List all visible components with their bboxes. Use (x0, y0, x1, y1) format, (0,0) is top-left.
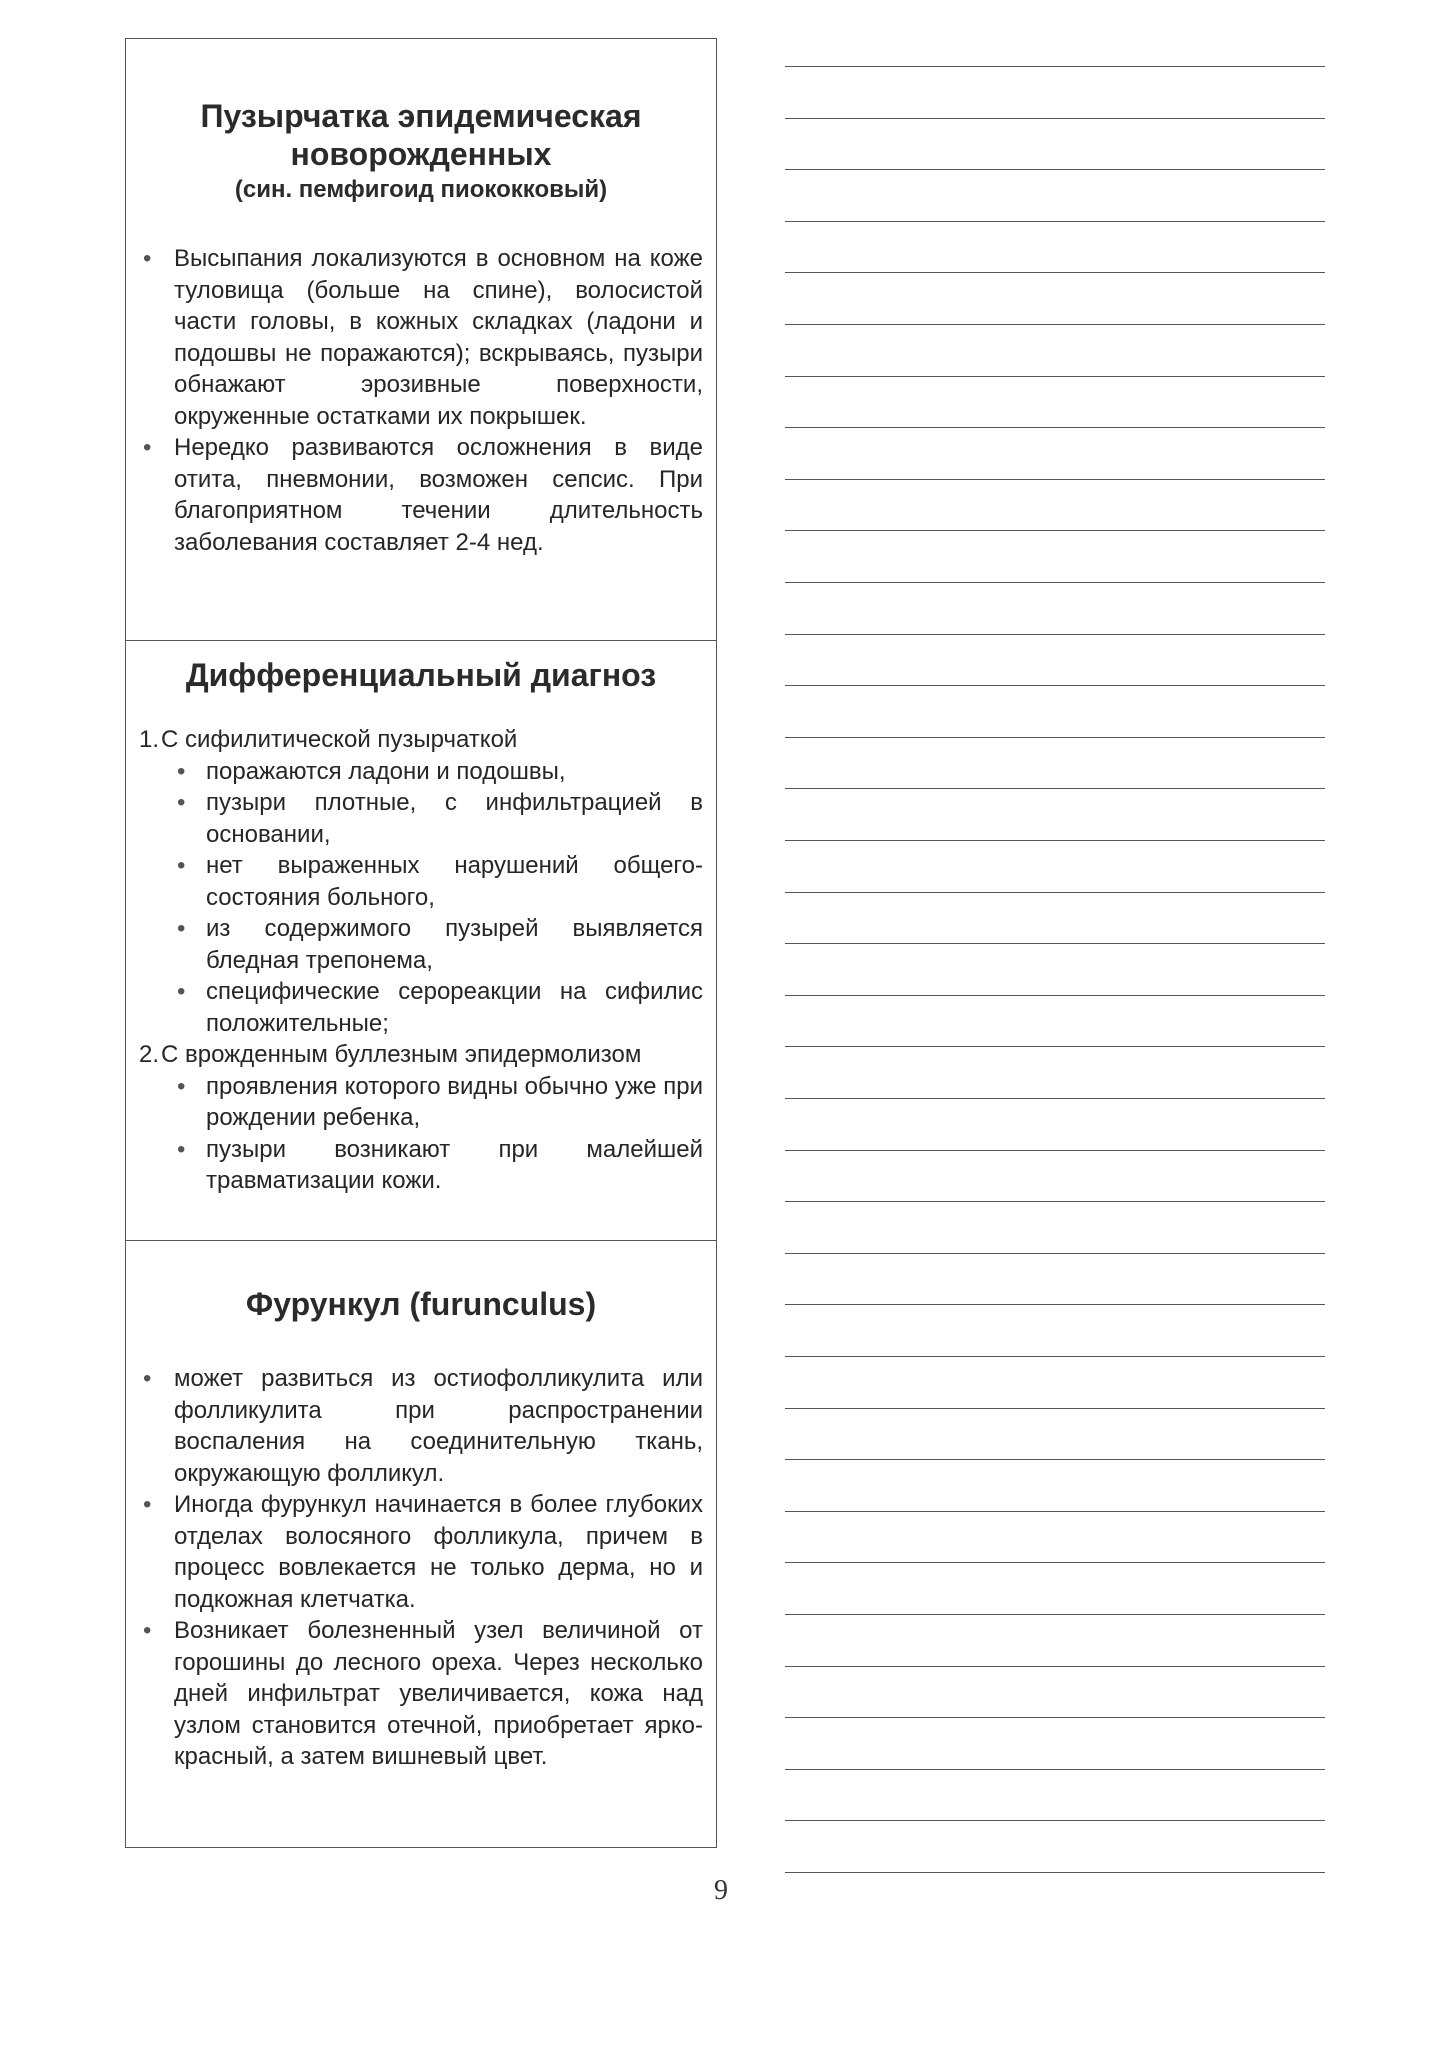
ruled-line (785, 118, 1325, 119)
ruled-line (785, 272, 1325, 273)
ruled-line (785, 1304, 1325, 1305)
ruled-line (785, 169, 1325, 170)
ruled-line (785, 1201, 1325, 1202)
ruled-line (785, 892, 1325, 893)
ruled-line (785, 1666, 1325, 1667)
item-number: 2. (139, 1041, 160, 1068)
bullet-item: • поражаются ладони и подошвы, (161, 756, 703, 788)
bullet-list (139, 1363, 703, 1773)
ruled-line (785, 479, 1325, 480)
ruled-line (785, 1872, 1325, 1873)
ruled-line (785, 324, 1325, 325)
ruled-line (785, 1459, 1325, 1460)
bullet-list (161, 756, 703, 1040)
numbered-list (139, 724, 703, 1197)
ruled-line (785, 840, 1325, 841)
ruled-line (785, 737, 1325, 738)
bullet-item: • пузыри возникают при малейшей травматизации кожи. (161, 1134, 703, 1197)
section-title: Дифференциальный диагноз (185, 657, 657, 693)
ruled-line (785, 1820, 1325, 1821)
ruled-line (785, 1769, 1325, 1770)
numbered-item (139, 724, 703, 1039)
ruled-line (785, 221, 1325, 222)
ruled-line (785, 943, 1325, 944)
ruled-line (785, 1511, 1325, 1512)
text-column (125, 38, 717, 1848)
bullet-item: • Возникает болезненный узел величиной от горошины до лесного ореха. Через несколько дней инфильтрат увеличивается, кожа над узлом становится отечной, приобретает ярко-красный, а затем вишневый цвет. (139, 1615, 703, 1773)
ruled-line (785, 582, 1325, 583)
ruled-line (785, 1150, 1325, 1151)
ruled-line (785, 995, 1325, 996)
ruled-line (785, 427, 1325, 428)
ruled-line (785, 788, 1325, 789)
bullet-list (161, 1071, 703, 1197)
ruled-line (785, 1614, 1325, 1615)
ruled-line (785, 634, 1325, 635)
item-label: С врожденным буллезным эпидермолизом (161, 1041, 642, 1068)
item-number: 1. (139, 726, 160, 753)
section-subtitle: (син. пемфигоид пиококковый) (234, 176, 608, 203)
ruled-line (785, 530, 1325, 531)
ruled-line (785, 1046, 1325, 1047)
bullet-item: • пузыри плотные, с инфильтрацией в основании, (161, 787, 703, 850)
ruled-line (785, 1562, 1325, 1563)
ruled-line (785, 66, 1325, 67)
bullet-item: • проявления которого видны обычно уже при рождении ребенка, (161, 1071, 703, 1134)
bullet-item: • нет выраженных нарушений общего-состояния больного, (161, 850, 703, 913)
bullet-item: • Высыпания локализуются в основном на коже туловища (больше на спине), волосистой части головы, в кожных складках (ладони и подошвы не поражаются); вскрываясь, пузыри обнажают эрозивные поверхности, окруженные остатками их покрышек. (139, 243, 703, 432)
ruled-line (785, 1253, 1325, 1254)
numbered-item (139, 1039, 703, 1197)
bullet-item: • Нередко развиваются осложнения в виде отита, пневмонии, возможен сепсис. При благоприятном течении длительность заболевания составляет 2-4 нед. (139, 432, 703, 558)
section-furunculus (126, 1241, 716, 1847)
ruled-line (785, 1408, 1325, 1409)
section-title: Пузырчатка эпидемическая новорожденных (200, 98, 642, 172)
ruled-line (785, 1717, 1325, 1718)
ruled-line (785, 1098, 1325, 1099)
bullet-item: • Иногда фурункул начинается в более глубоких отделах волосяного фолликула, причем в процесс вовлекается не только дерма, но и подкожная клетчатка. (139, 1489, 703, 1615)
page-number: 9 (714, 1875, 728, 1906)
ruled-line (785, 376, 1325, 377)
bullet-item: • специфические серореакции на сифилис положительные; (161, 976, 703, 1039)
bullet-list (139, 243, 703, 558)
ruled-line (785, 685, 1325, 686)
item-label: С сифилитической пузырчаткой (161, 726, 518, 753)
ruled-line (785, 1356, 1325, 1357)
section-title: Фурункул (furunculus) (245, 1286, 597, 1322)
section-pemphigus (126, 39, 716, 641)
bullet-item: • может развиться из остиофолликулита или фолликулита при распространении воспаления на соединительную ткань, окружающую фолликул. (139, 1363, 703, 1489)
bullet-item: • из содержимого пузырей выявляется бледная трепонема, (161, 913, 703, 976)
section-differential (126, 641, 716, 1241)
